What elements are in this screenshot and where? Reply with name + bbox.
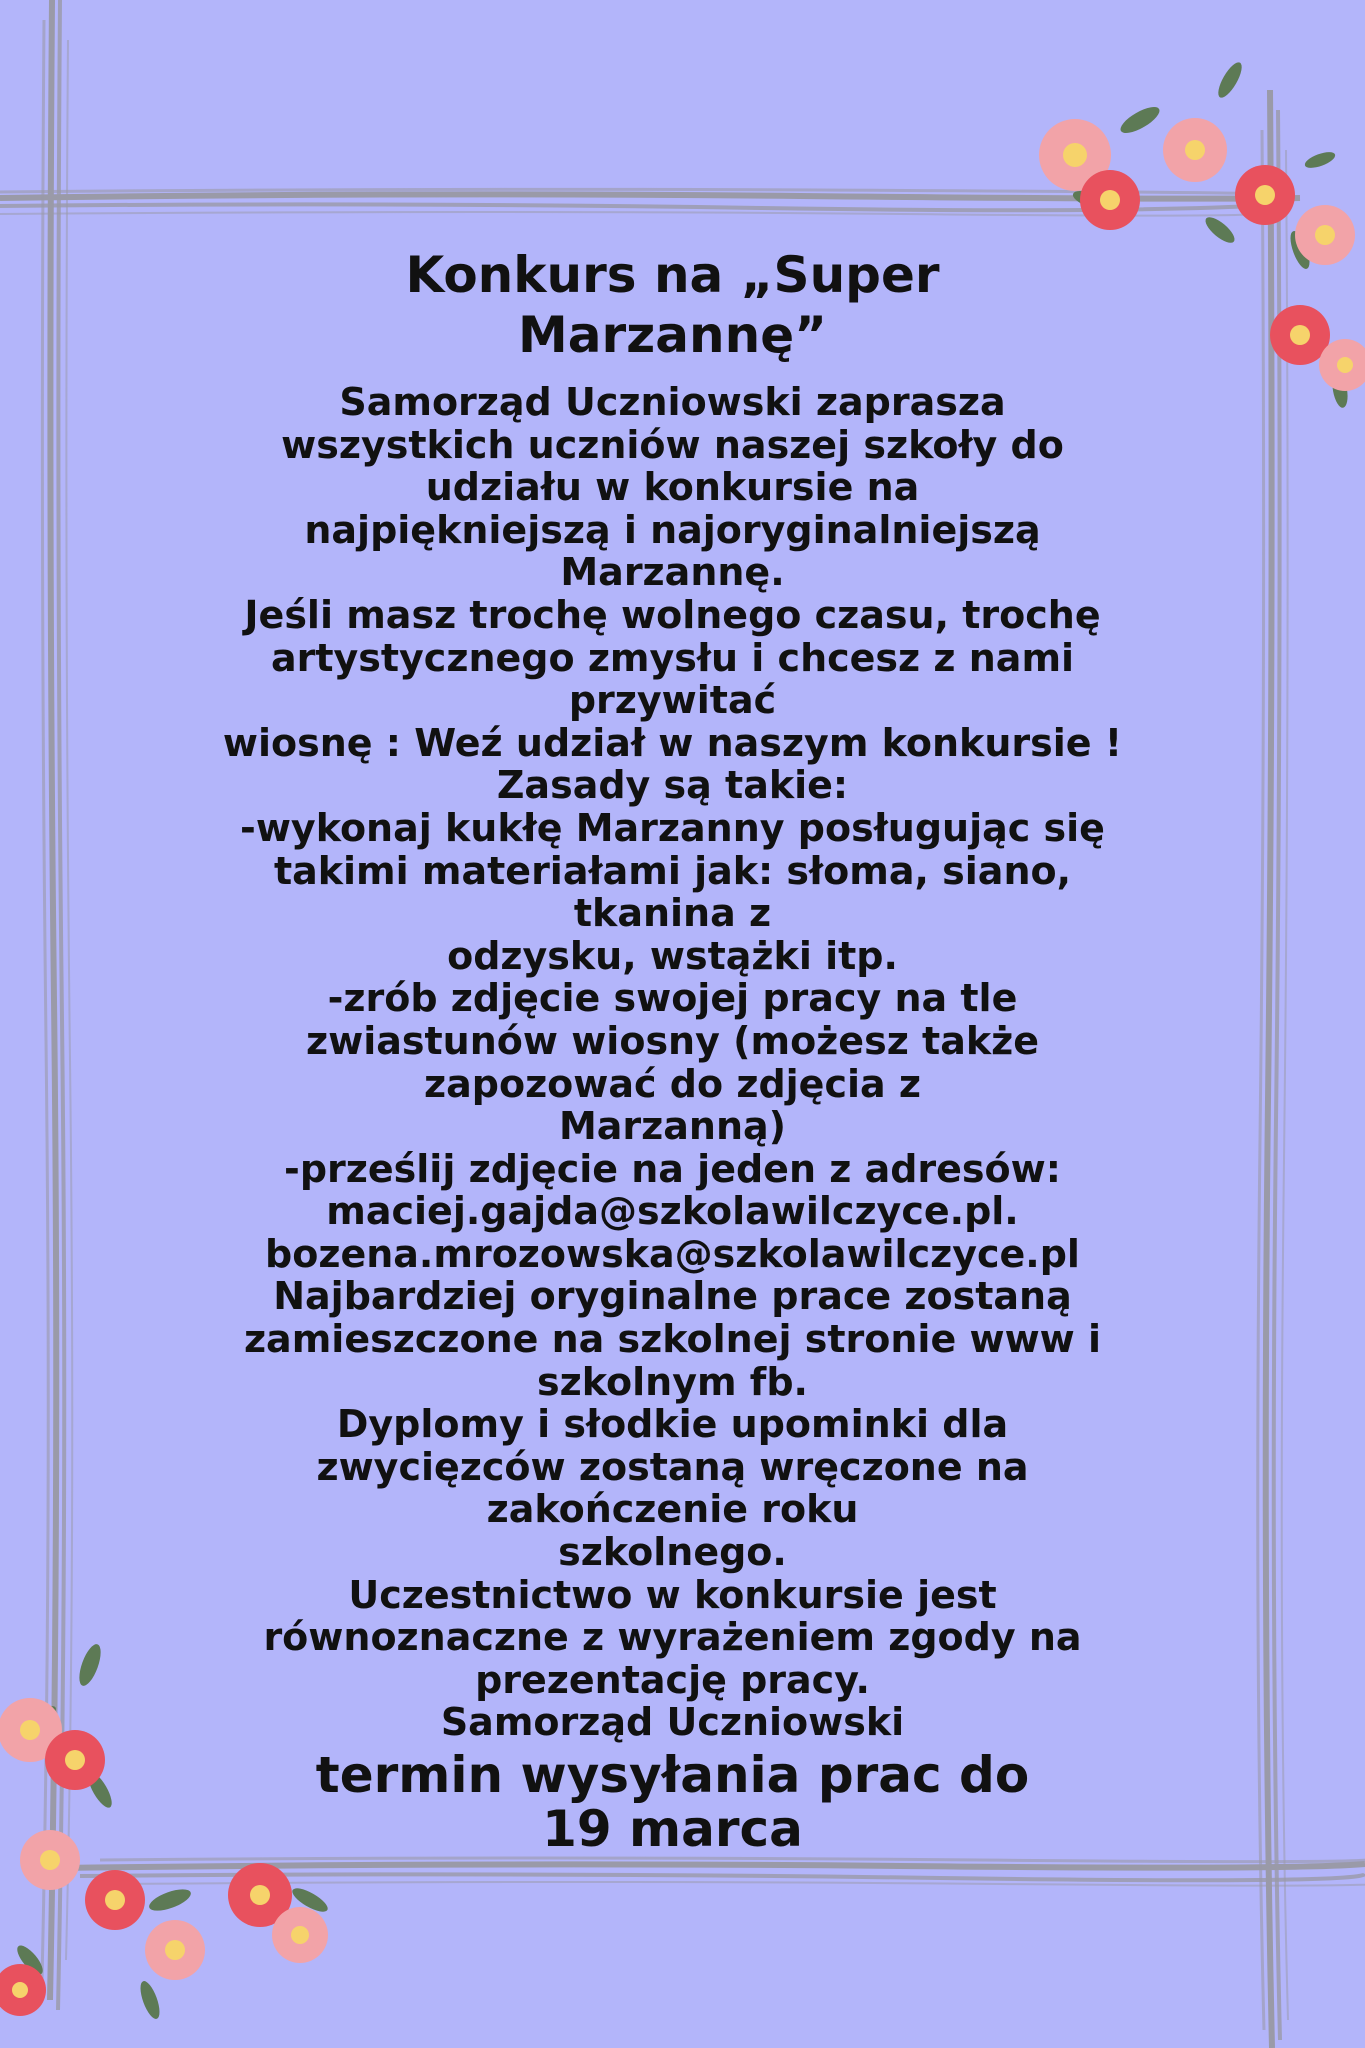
body-line: przywitać: [568, 678, 777, 723]
poster-body: [110, 381, 1235, 1744]
body-line: Najbardziej oryginalne prace zostaną: [273, 1274, 1072, 1319]
body-line: -prześlij zdjęcie na jeden z adresów:: [284, 1146, 1061, 1191]
body-line: zwycięzców zostaną wręczone na: [316, 1444, 1029, 1489]
poster-content: [110, 245, 1235, 1856]
body-line: Zasady są takie:: [496, 763, 849, 808]
deadline-line: termin wysyłania prac do: [315, 1746, 1030, 1804]
body-line: Marzanną): [558, 1104, 787, 1149]
body-line: Dyplomy i słodkie upominki dla: [336, 1402, 1009, 1447]
poster-title: Konkurs na „Super Marzannę”: [405, 246, 940, 364]
body-line: Jeśli masz trochę wolnego czasu, trochę: [244, 592, 1101, 637]
body-line: Samorząd Uczniowski zaprasza: [339, 380, 1006, 424]
body-line: równoznaczne z wyrażeniem zgody na: [263, 1615, 1082, 1660]
frame-right-branch: [1258, 90, 1288, 2048]
body-line: Samorząd Uczniowski: [440, 1700, 905, 1745]
body-line: prezentację pracy.: [475, 1657, 870, 1702]
body-line: zapozować do zdjęcia z: [424, 1061, 921, 1106]
body-line: Uczestnictwo w konkursie jest: [348, 1572, 997, 1617]
body-line: Marzannę.: [560, 550, 785, 595]
body-line: zwiastunów wiosny (możesz także: [305, 1018, 1040, 1063]
body-line: -wykonaj kukłę Marzanny posługując się: [240, 805, 1105, 850]
body-line: tkanina z: [573, 891, 772, 936]
body-line: szkolnym fb.: [537, 1359, 808, 1404]
body-line: artystycznego zmysłu i chcesz z nami: [270, 635, 1075, 680]
body-line: szkolnego.: [558, 1530, 787, 1575]
deadline: [110, 1748, 1235, 1856]
body-line: wszystkich uczniów naszej szkoły do: [281, 422, 1064, 467]
body-line: takimi materiałami jak: słoma, siano,: [273, 848, 1072, 893]
body-line: maciej.gajda@szkolawilczyce.pl.: [326, 1189, 1019, 1234]
body-line: wiosnę : Weź udział w naszym konkursie !: [222, 720, 1123, 765]
body-line: zakończenie roku: [486, 1487, 859, 1532]
body-line: udziału w konkursie na: [425, 465, 920, 510]
body-line: -zrób zdjęcie swojej pracy na tle: [327, 976, 1018, 1021]
body-line: zamieszczone na szkolnej stronie www i: [243, 1317, 1102, 1362]
deadline-line: 19 marca: [542, 1800, 803, 1858]
body-line: najpiękniejszą i najoryginalniejszą: [304, 507, 1041, 552]
body-line: bozena.mrozowska@szkolawilczyce.pl: [265, 1231, 1080, 1276]
body-line: odzysku, wstążki itp.: [447, 933, 898, 978]
